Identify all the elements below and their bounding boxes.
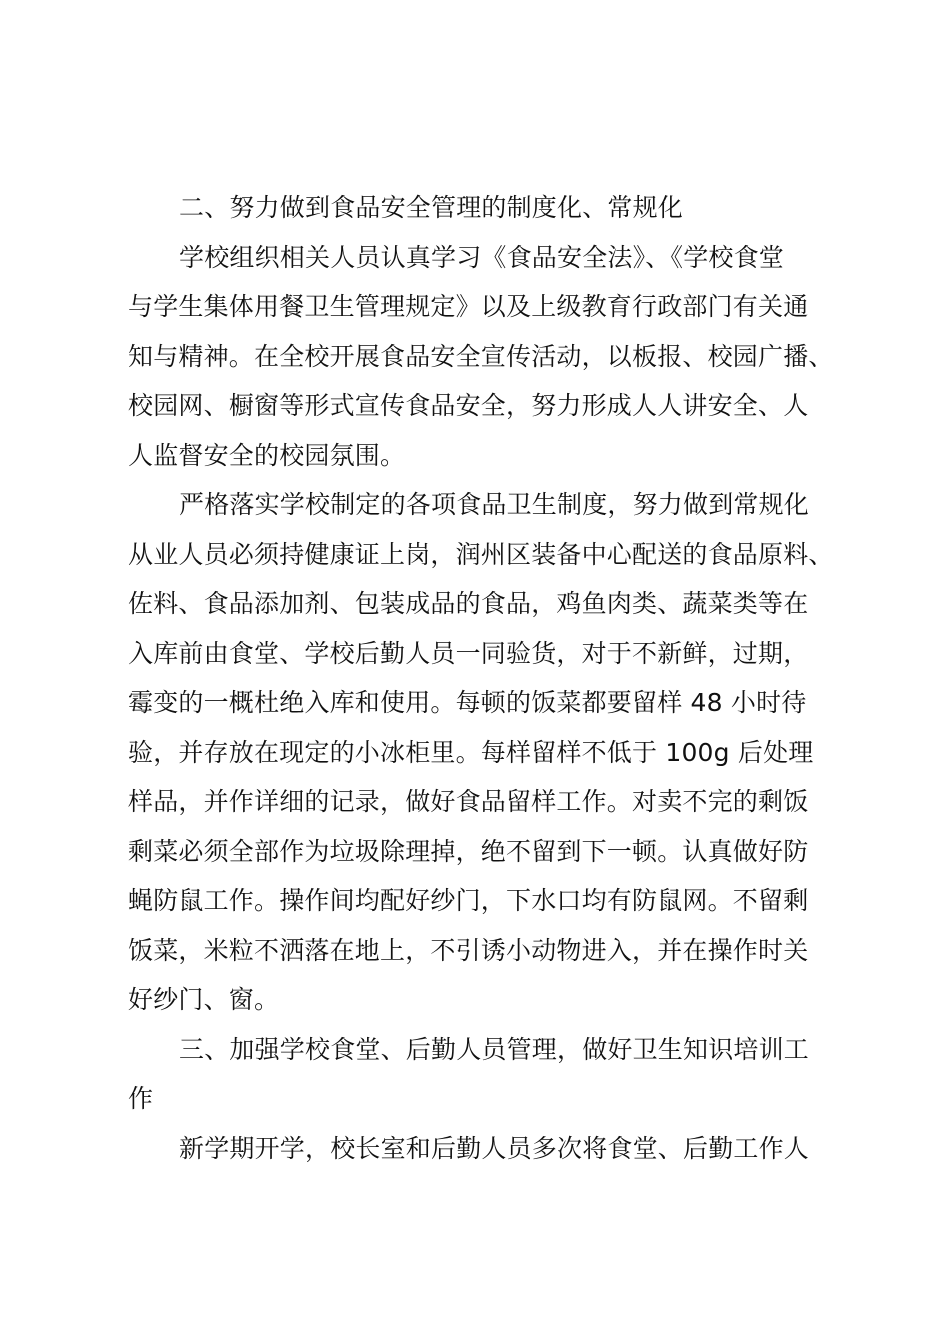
paragraph-line: 入库前由食堂、学校后勤人员一同验货，对于不新鲜，过期， <box>128 638 809 668</box>
paragraph-line: 与学生集体用餐卫生管理规定》以及上级教育行政部门有关通 <box>128 292 809 321</box>
section-3-paragraph-1 <box>128 1124 840 1174</box>
paragraph-line: 饭菜，米粒不洒落在地上，不引诱小动物进入，并在操作时关 <box>128 935 809 965</box>
paragraph-line: 从业人员必须持健康证上岗，润州区装备中心配送的食品原料、 <box>128 539 834 569</box>
paragraph-line: 好纱门、窗。 <box>128 985 280 1014</box>
paragraph-line: 新学期开学，校长室和后勤人员多次将食堂、后勤工作人 <box>179 1133 810 1163</box>
paragraph-line: 验，并存放在现定的小冰柜里。每样留样不低于 100g 后处理 <box>128 737 814 767</box>
paragraph-line: 蝇防鼠工作。操作间均配好纱门，下水口均有防鼠网。不留剩 <box>128 886 809 915</box>
section-3-heading <box>128 1025 840 1124</box>
paragraph-line: 人监督安全的校园氛围。 <box>128 440 406 470</box>
paragraph-line: 佐料、食品添加剂、包装成品的食品，鸡鱼肉类、蔬菜类等在 <box>128 589 809 618</box>
paragraph-line: 样品，并作详细的记录，做好食品留样工作。对卖不完的剩饭 <box>128 787 809 816</box>
paragraph-line: 校园网、橱窗等形式宣传食品安全，努力形成人人讲安全、人 <box>128 391 809 420</box>
paragraph-line: 学校组织相关人员认真学习《食品安全法》、《学校食堂 <box>179 242 785 272</box>
paragraph-line: 知与精神。在全校开展食品安全宣传活动，以板报、校园广播、 <box>128 341 834 371</box>
section-2-paragraph-2 <box>128 480 840 1025</box>
paragraph-line: 霉变的一概杜绝入库和使用。每顿的饭菜都要留样 48 小时待 <box>128 688 807 717</box>
heading-line: 作 <box>128 1084 154 1113</box>
document-body <box>128 183 840 1173</box>
heading-line: 二、努力做到食品安全管理的制度化、常规化 <box>179 193 684 222</box>
section-2-heading <box>128 183 840 233</box>
heading-line: 三、加强学校食堂、后勤人员管理，做好卫生知识培训工 <box>179 1034 810 1064</box>
paragraph-line: 严格落实学校制定的各项食品卫生制度，努力做到常规化 <box>179 490 810 519</box>
section-2-paragraph-1 <box>128 233 840 481</box>
paragraph-line: 剩菜必须全部作为垃圾除理掉，绝不留到下一顿。认真做好防 <box>128 836 809 866</box>
